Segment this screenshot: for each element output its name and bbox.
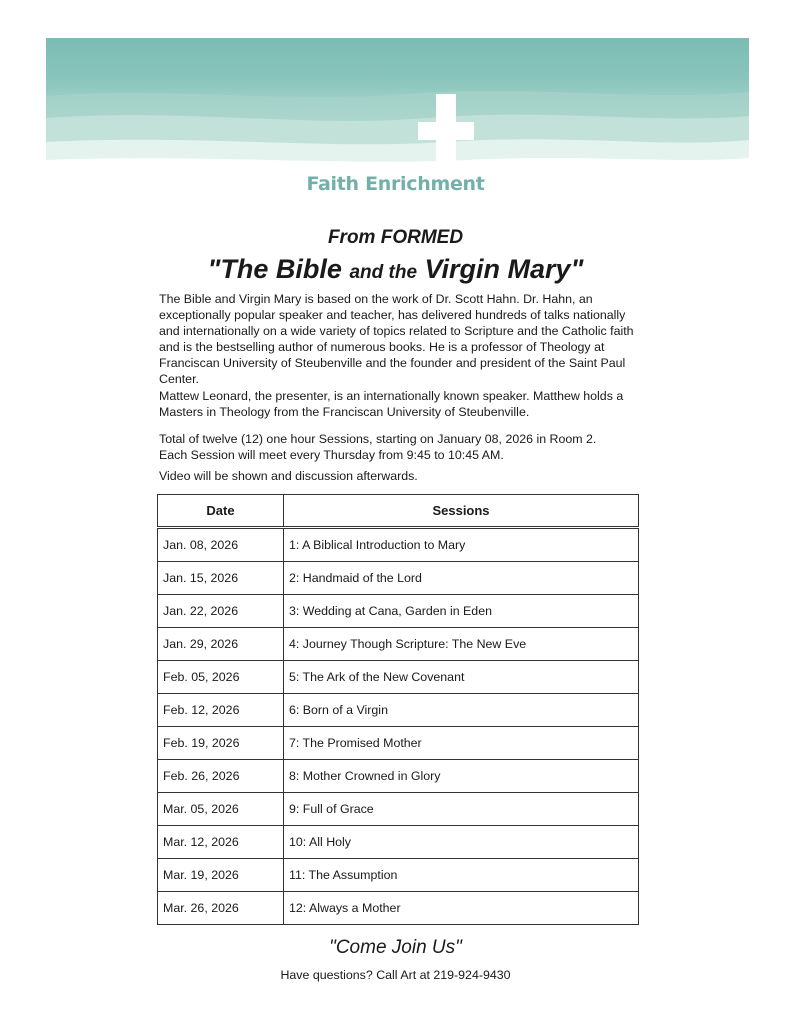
- session-title: 3: Wedding at Cana, Garden in Eden: [284, 595, 639, 628]
- watercolor-waves: [46, 38, 749, 170]
- table-row: [158, 859, 639, 892]
- session-date: Feb. 05, 2026: [158, 661, 284, 694]
- table-row: [158, 760, 639, 793]
- sessions-header: Sessions: [284, 495, 639, 528]
- table-row: [158, 562, 639, 595]
- table-row: [158, 727, 639, 760]
- date-header: Date: [158, 495, 284, 528]
- contact-line: Have questions? Call Art at 219-924-9430: [280, 968, 511, 982]
- session-rows: [158, 528, 639, 925]
- program-title: [0, 254, 791, 285]
- session-date: Feb. 26, 2026: [158, 760, 284, 793]
- session-title: 2: Handmaid of the Lord: [284, 562, 639, 595]
- session-date: Feb. 12, 2026: [158, 694, 284, 727]
- table-row: [158, 694, 639, 727]
- session-title: 8: Mother Crowned in Glory: [284, 760, 639, 793]
- brand-title: Faith Enrichment: [306, 173, 485, 195]
- session-title: 12: Always a Mother: [284, 892, 639, 925]
- session-title: 10: All Holy: [284, 826, 639, 859]
- table-row: [158, 595, 639, 628]
- session-title: 6: Born of a Virgin: [284, 694, 639, 727]
- session-title: 11: The Assumption: [284, 859, 639, 892]
- session-title: 4: Journey Though Scripture: The New Eve: [284, 628, 639, 661]
- table-row: [158, 528, 639, 562]
- title-part-1: "The Bible: [207, 254, 342, 284]
- session-date: Mar. 19, 2026: [158, 859, 284, 892]
- schedule-line-2: Each Session will meet every Thursday from 9:45 to 10:45 AM.: [159, 448, 504, 462]
- session-date: Mar. 05, 2026: [158, 793, 284, 826]
- session-title: 7: The Promised Mother: [284, 727, 639, 760]
- session-table: [157, 494, 639, 925]
- invite-text: "Come Join Us": [329, 937, 462, 958]
- table-row: [158, 892, 639, 925]
- table-row: [158, 826, 639, 859]
- session-date: Jan. 29, 2026: [158, 628, 284, 661]
- session-date: Mar. 26, 2026: [158, 892, 284, 925]
- description-paragraph: The Bible and Virgin Mary is based on the work of Dr. Scott Hahn. Dr. Hahn, an exceptionally popular speaker and teacher, has delivered hundreds of talks nationally and internationally on a wide variety of topics related to Scripture and the Catholic faith and is the bestselling author of numerous books. He is a professor of Theology at Franciscan University of Steubenville and the founder and president of the Saint Paul Center.: [159, 292, 634, 386]
- session-title: 1: A Biblical Introduction to Mary: [284, 528, 639, 562]
- session-title: 5: The Ark of the New Covenant: [284, 661, 639, 694]
- table-header-row: [158, 495, 639, 528]
- table-row: [158, 628, 639, 661]
- session-date: Mar. 12, 2026: [158, 826, 284, 859]
- schedule-paragraph: [159, 431, 639, 463]
- title-part-2: and the: [349, 262, 418, 283]
- presenter-paragraph: Mattew Leonard, the presenter, is an internationally known speaker. Matthew holds a Masters in Theology from the Franciscan University of Steubenville.: [159, 389, 624, 419]
- header-banner: [46, 38, 749, 170]
- table-row: [158, 661, 639, 694]
- session-date: Jan. 08, 2026: [158, 528, 284, 562]
- table-row: [158, 793, 639, 826]
- from-line: From FORMED: [327, 227, 464, 248]
- session-date: Jan. 15, 2026: [158, 562, 284, 595]
- title-part-3: Virgin Mary": [424, 254, 584, 284]
- session-title: 9: Full of Grace: [284, 793, 639, 826]
- schedule-line-1: Total of twelve (12) one hour Sessions, starting on January 08, 2026 in Room 2.: [159, 432, 597, 446]
- session-date: Jan. 22, 2026: [158, 595, 284, 628]
- video-note: Video will be shown and discussion afterwards.: [159, 469, 418, 483]
- session-date: Feb. 19, 2026: [158, 727, 284, 760]
